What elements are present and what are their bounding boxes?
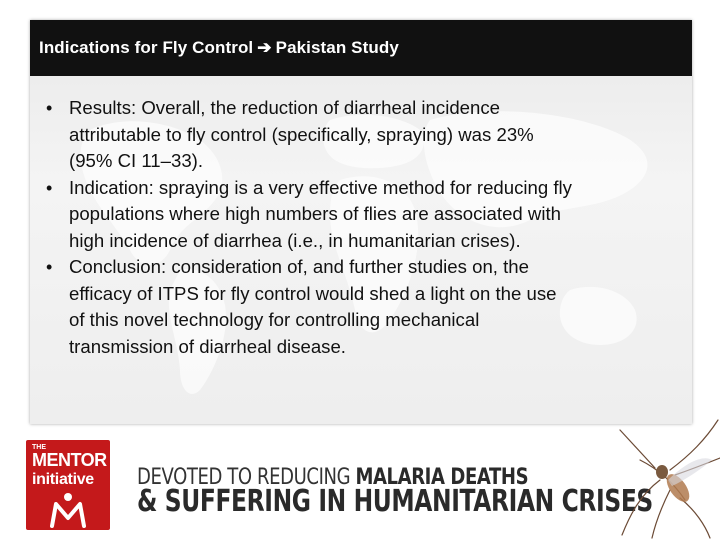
bullet-conclusion — [46, 254, 686, 360]
tagline-light: DEVOTED TO REDUCING — [137, 465, 356, 490]
title-left-text: Indications for Fly Control — [39, 38, 254, 57]
mentor-initiative-logo — [26, 440, 110, 530]
tagline-line2: & SUFFERING IN HUMANITARIAN CRISES — [137, 484, 653, 519]
bullet-icon: • — [46, 257, 53, 277]
bullet-indication — [46, 175, 686, 255]
mosquito-icon — [600, 400, 720, 540]
slide-title — [39, 38, 399, 58]
bullet-icon: • — [46, 98, 53, 118]
bullet-line: Conclusion: consideration of, and further studies on, the — [69, 256, 529, 277]
arrow-right-icon: ➔ — [257, 38, 272, 57]
logo-initiative-text: initiative — [32, 471, 94, 488]
bullet-line: populations where high numbers of flies are associated with — [69, 203, 561, 224]
bullet-line: high incidence of diarrhea (i.e., in humanitarian crises). — [69, 229, 521, 251]
bullet-line: (95% CI 11–33). — [69, 150, 204, 171]
mentor-figure-icon — [46, 492, 90, 528]
bullet-line: of this novel technology for controlling mechanical — [69, 309, 480, 330]
slide-panel — [30, 20, 692, 424]
bullet-line: Results: Overall, the reduction of diarrheal incidence — [69, 97, 500, 118]
tagline-strong: MALARIA DEATHS — [355, 465, 529, 490]
bullet-line: Indication: spraying is a very effective method for reducing fly — [69, 176, 572, 198]
bullet-line: efficacy of ITPS for fly control would shed a light on the use — [69, 282, 557, 304]
logo-the-text: THE — [32, 444, 46, 451]
bullet-line: attributable to fly control (specifically, spraying) was 23% — [69, 123, 534, 145]
bullet-icon: • — [46, 177, 53, 198]
logo-mentor-text: MENTOR — [32, 450, 107, 470]
title-bar — [30, 20, 692, 76]
bullet-line: transmission of diarrheal disease. — [69, 335, 346, 357]
bullet-results — [46, 95, 686, 175]
title-right-text: Pakistan Study — [275, 38, 399, 57]
bullet-list — [46, 95, 686, 360]
